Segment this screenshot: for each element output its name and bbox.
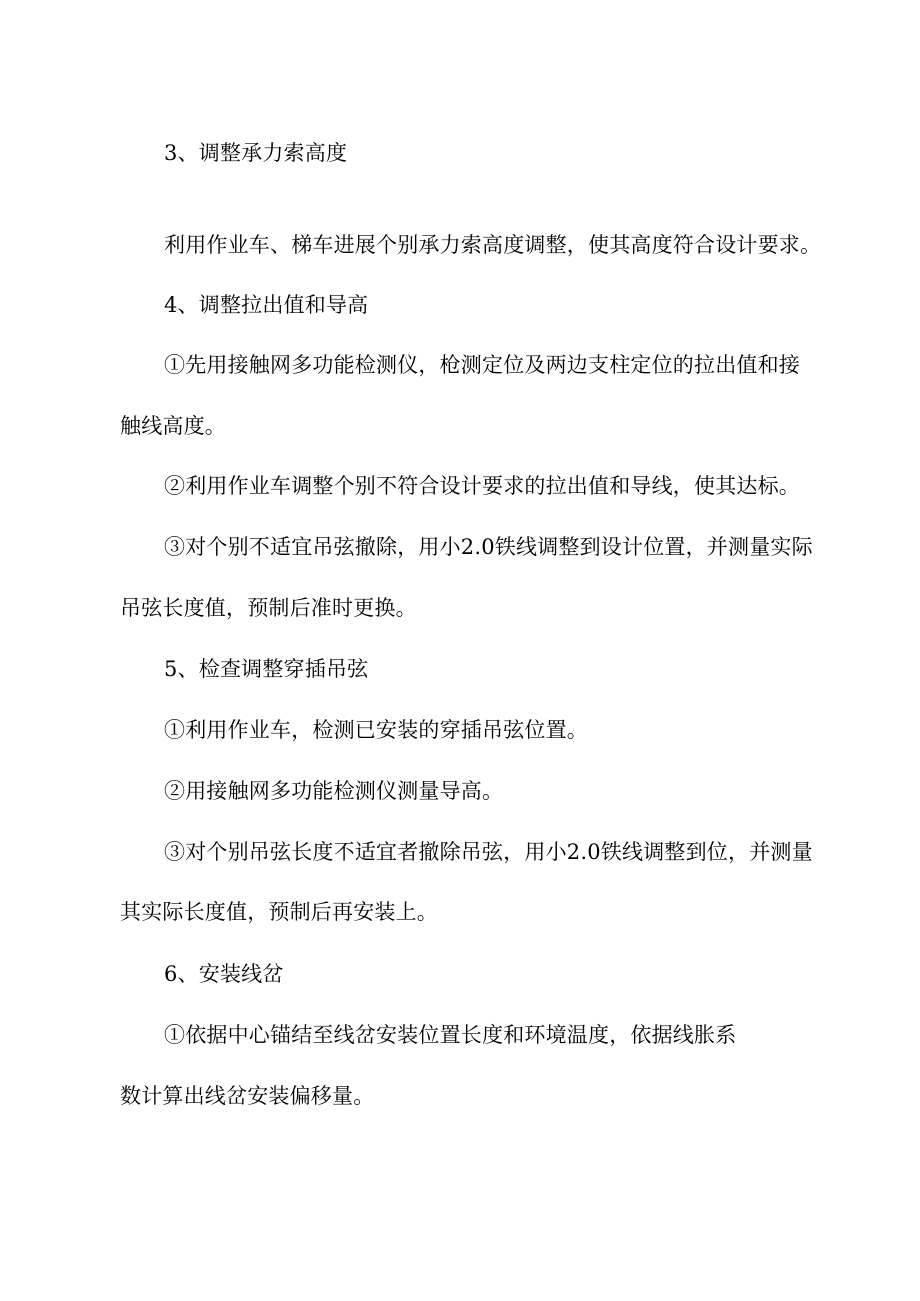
paragraph-line: 利用作业车、梯车进展个别承力索高度调整，使其高度符合设计要求。 (164, 233, 822, 257)
heading-adjust-stagger-height: 4、调整拉出值和导高 (164, 293, 369, 317)
heading-check-cross-droppers: 5、检查调整穿插吊弦 (164, 657, 369, 681)
paragraph-line: ①利用作业车，检测已安装的穿插吊弦位置。 (164, 718, 588, 742)
heading-adjust-messenger-height: 3、调整承力索高度 (164, 141, 348, 165)
paragraph-line: 吊弦长度值，预制后准时更换。 (120, 596, 417, 620)
paragraph-line: 其实际长度值，预制后再安装上。 (120, 900, 438, 924)
paragraph-line: ②用接触网多功能检测仪测量导高。 (164, 779, 504, 803)
paragraph-line: ③对个别不适宜吊弦撤除，用小2.0铁线调整到设计位置，并测量实际 (164, 535, 813, 559)
paragraph-line: ②利用作业车调整个别不符合设计要求的拉出值和导线，使其达标。 (164, 474, 800, 498)
paragraph-line: ①先用接触网多功能检测仪，枪测定位及两边支柱定位的拉出值和接 (164, 353, 800, 377)
paragraph-line: 数计算出线岔安装偏移量。 (120, 1084, 375, 1108)
paragraph-line: ③对个别吊弦长度不适宜者撤除吊弦，用小2.0铁线调整到位，并测量 (164, 840, 813, 864)
paragraph-line: 触线高度。 (120, 414, 226, 438)
heading-install-overlap: 6、安装线岔 (164, 962, 284, 986)
paragraph-line: ①依据中心锚结至线岔安装位置长度和环境温度，依据线胀系 (164, 1023, 737, 1047)
